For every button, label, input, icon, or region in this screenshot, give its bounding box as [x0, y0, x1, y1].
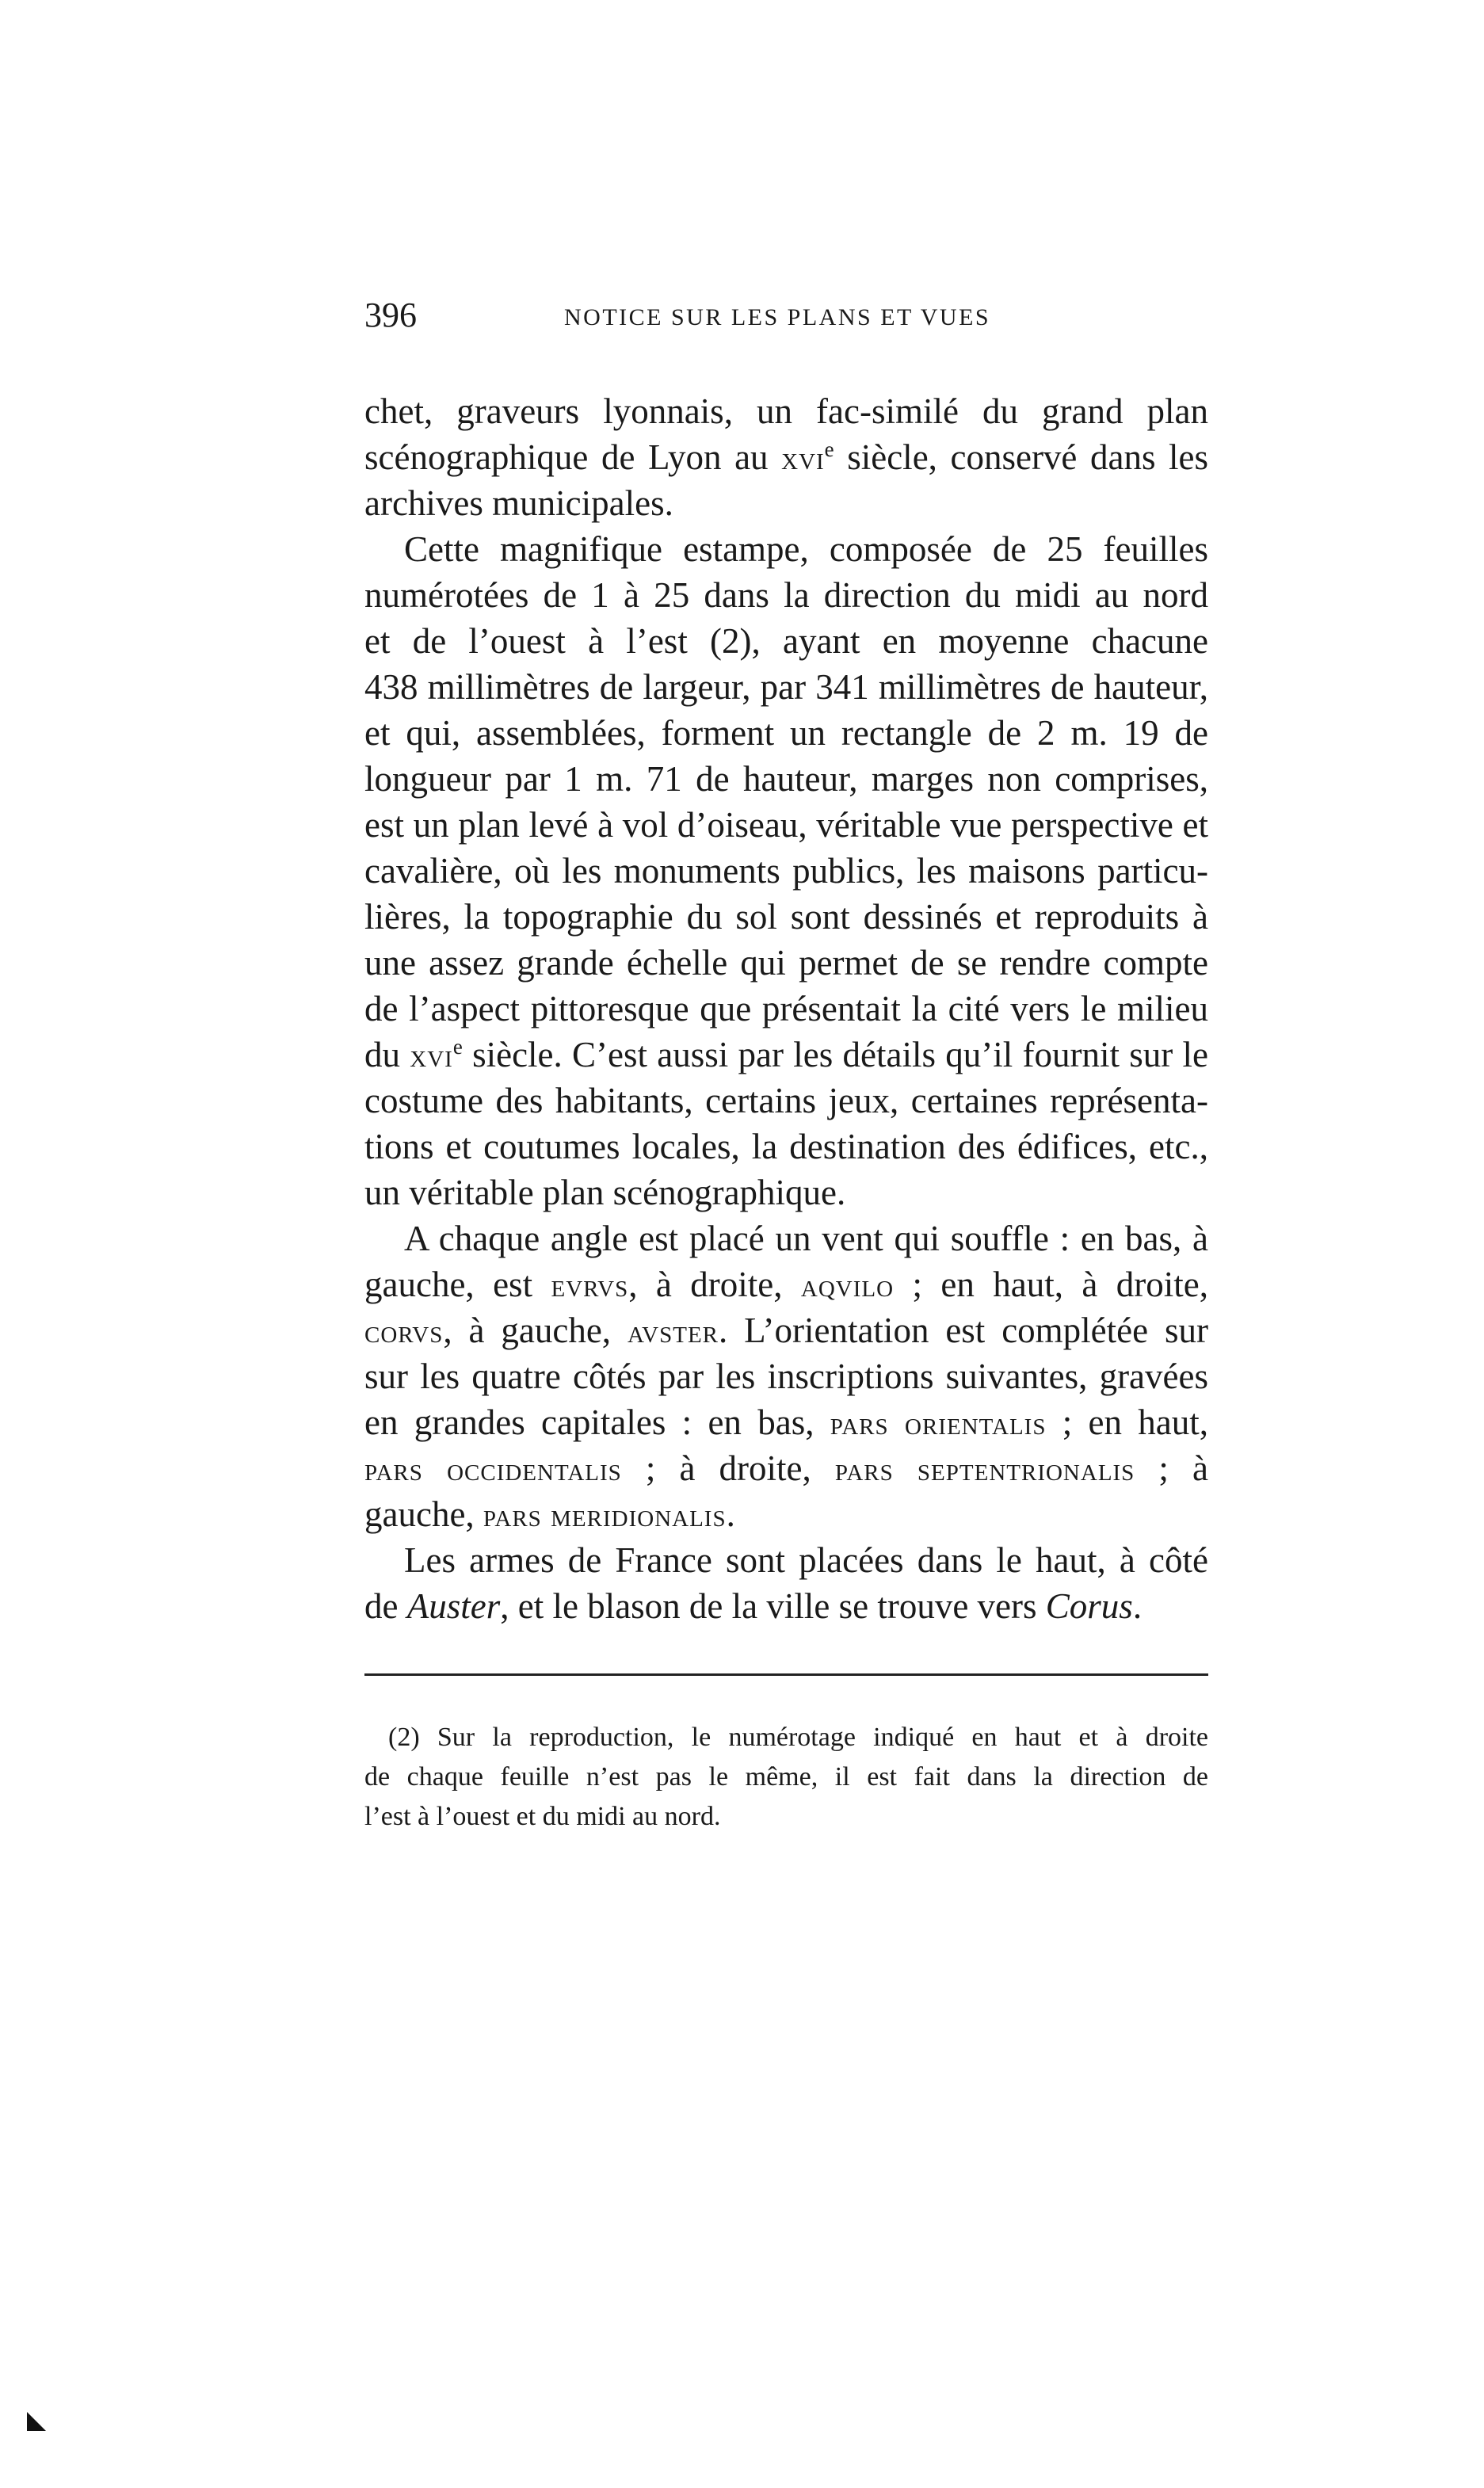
text-line: [364, 1124, 1208, 1170]
text-segment: en grandes capitales : en bas,: [364, 1402, 830, 1442]
small-caps-text: aqvilo: [800, 1267, 895, 1303]
corner-triangle-icon: [27, 2412, 46, 2431]
text-segment: scénographique de Lyon au: [364, 437, 782, 477]
text-line: [364, 1215, 1208, 1261]
text-segment: siècle, conservé dans les: [834, 437, 1209, 477]
text-line: [364, 1353, 1208, 1399]
text-line: [364, 710, 1208, 756]
text-line: [364, 802, 1208, 848]
superscript: e: [452, 1034, 463, 1059]
text-segment: , à gauche,: [443, 1311, 628, 1350]
text-segment: costume des habitants, certains jeux, certaines représenta-: [364, 1081, 1208, 1120]
text-line: [364, 940, 1208, 986]
text-line: [364, 434, 1208, 480]
text-segment: une assez grande échelle qui permet de se rendre compte: [364, 943, 1208, 983]
text-segment: un véritable plan scénographique.: [364, 1173, 846, 1212]
text-line: [364, 664, 1208, 710]
small-caps-text: xvi: [781, 440, 825, 476]
text-line: [364, 848, 1208, 894]
footnote-line: de chaque feuille n’est pas le même, il est fait dans la direction de: [364, 1762, 1208, 1792]
text-segment: chet, graveurs lyonnais, un fac-similé du grand plan: [364, 391, 1208, 431]
text-line: [364, 1445, 1208, 1491]
body-text: [364, 388, 1208, 1629]
text-segment: Cette magnifique estampe, composée de 25 feuilles: [404, 529, 1208, 569]
running-title: NOTICE SUR LES PLANS ET VUES: [564, 304, 991, 330]
text-segment: ; en haut, à droite,: [894, 1265, 1208, 1304]
text-segment: tions et coutumes locales, la destination des édifices, etc.,: [364, 1127, 1208, 1166]
text-segment: .: [1132, 1586, 1143, 1626]
text-segment: . L’orientation est complétée sur: [719, 1311, 1208, 1350]
text-segment: , et le blason de la ville se trouve vers: [500, 1586, 1046, 1626]
footnotes: [364, 1718, 1208, 1837]
text-segment: de: [364, 1586, 407, 1626]
small-caps-text: pars meridionalis: [483, 1497, 727, 1533]
text-segment: cavalière, où les monuments publics, les maisons particu-: [364, 851, 1208, 891]
text-line: [364, 1491, 1208, 1537]
text-segment: de l’aspect pittoresque que présentait la cité vers le milieu: [364, 989, 1208, 1028]
text-line: [364, 388, 1208, 434]
text-segment: A chaque angle est placé un vent qui souffle : en bas, à: [404, 1219, 1208, 1258]
text-line: [364, 1307, 1208, 1353]
superscript: e: [824, 437, 834, 461]
text-line: [364, 1078, 1208, 1124]
text-segment: 438 millimètres de largeur, par 341 millimètres de hauteur,: [364, 667, 1208, 707]
text-line: [364, 480, 1208, 526]
page-number: 396: [364, 296, 417, 334]
text-segment: ; en haut,: [1046, 1402, 1209, 1442]
text-segment: ; à droite,: [621, 1448, 835, 1488]
italic-text: Auster: [406, 1586, 501, 1626]
text-segment: ; à: [1135, 1448, 1208, 1488]
text-segment: numérotées de 1 à 25 dans la direction du midi au nord: [364, 575, 1208, 615]
text-line: [364, 526, 1208, 572]
text-segment: et de l’ouest à l’est (2), ayant en moyenne chacune: [364, 621, 1208, 661]
text-line: [364, 756, 1208, 802]
small-caps-text: pars septentrionalis: [834, 1451, 1135, 1487]
text-segment: lières, la topographie du sol sont dessinés et reproduits à: [364, 897, 1208, 937]
text-line: [364, 894, 1208, 940]
text-line: [364, 572, 1208, 618]
text-segment: Les armes de France sont placées dans le haut, à côté: [404, 1540, 1208, 1580]
text-line: [364, 986, 1208, 1032]
text-segment: , à droite,: [628, 1265, 801, 1304]
footnote-line: l’est à l’ouest et du midi au nord.: [364, 1802, 721, 1831]
text-line: [364, 618, 1208, 664]
text-line: [364, 1032, 1208, 1078]
footnote-line: (2) Sur la reproduction, le numérotage indiqué en haut et à droite: [388, 1723, 1208, 1752]
text-segment: du: [364, 1035, 410, 1074]
text-segment: sur les quatre côtés par les inscriptions suivantes, gravées: [364, 1357, 1208, 1396]
italic-text: Corus: [1045, 1586, 1133, 1626]
text-segment: longueur par 1 m. 71 de hauteur, marges non comprises,: [364, 759, 1208, 799]
footnote-separator: [364, 1673, 1208, 1676]
running-head: [364, 295, 1208, 342]
small-caps-text: pars occidentalis: [364, 1451, 622, 1487]
small-caps-text: pars orientalis: [830, 1405, 1047, 1441]
text-line: [364, 1261, 1208, 1307]
text-line: [364, 1170, 1208, 1215]
text-segment: archives municipales.: [364, 483, 673, 523]
text-segment: .: [726, 1494, 735, 1534]
text-segment: gauche, est: [364, 1265, 551, 1304]
small-caps-text: avster: [627, 1313, 719, 1349]
small-caps-text: corvs: [364, 1313, 444, 1349]
small-caps-text: evrvs: [551, 1267, 629, 1303]
text-segment: et qui, assemblées, forment un rectangle de 2 m. 19 de: [364, 713, 1208, 753]
text-line: [364, 1537, 1208, 1583]
text-segment: gauche,: [364, 1494, 483, 1534]
small-caps-text: xvi: [410, 1037, 453, 1074]
text-line: [364, 1583, 1208, 1629]
text-line: [364, 1399, 1208, 1445]
text-segment: siècle. C’est aussi par les détails qu’il fournit sur le: [462, 1035, 1209, 1074]
text-segment: est un plan levé à vol d’oiseau, véritable vue perspective et: [364, 805, 1208, 845]
